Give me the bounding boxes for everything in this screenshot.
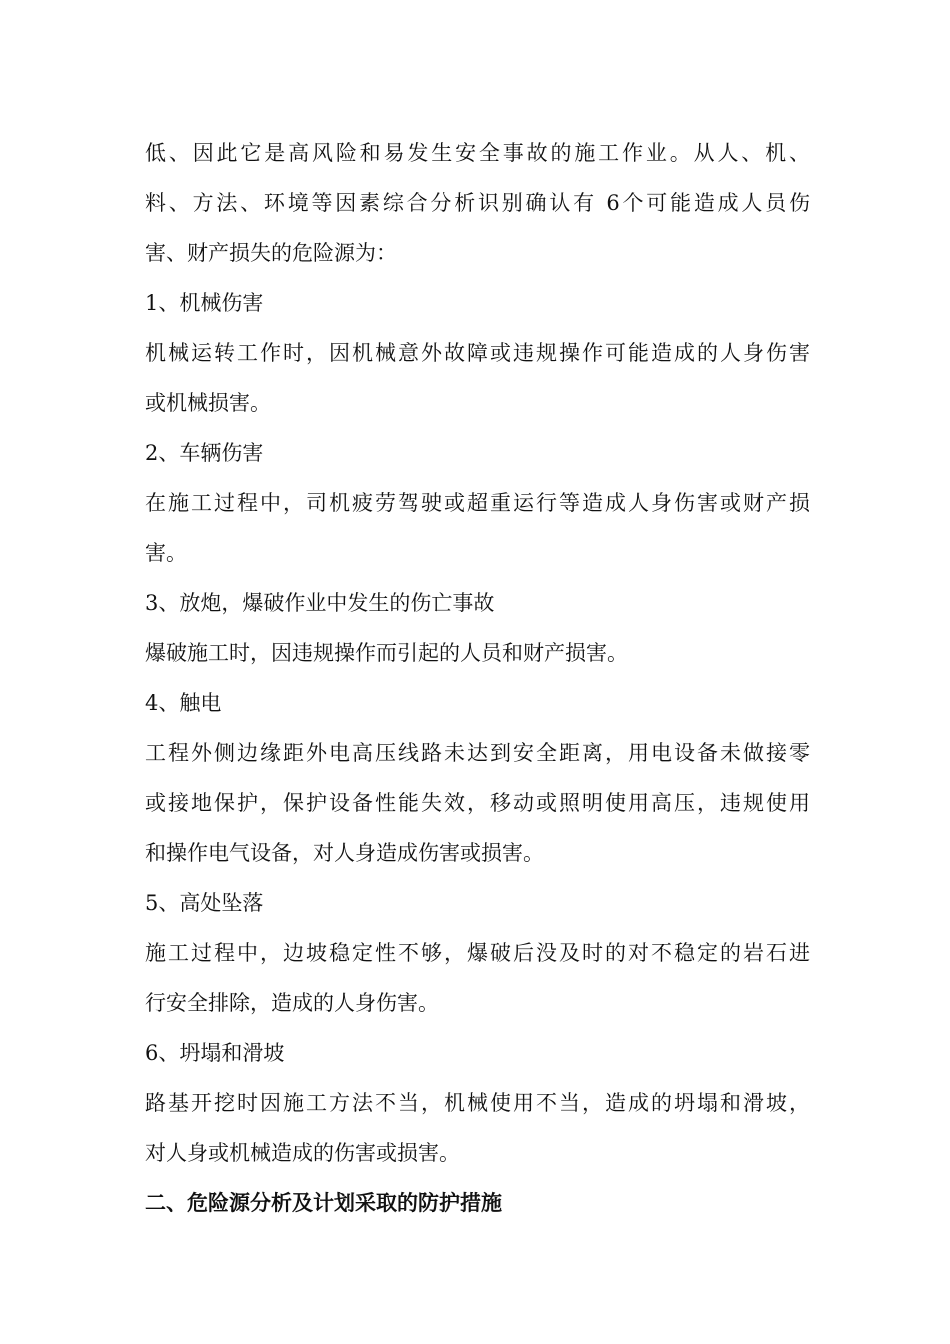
hazard-item-title: 3、放炮，爆破作业中发生的伤亡事故 bbox=[145, 591, 495, 615]
hazard-item-title: 5、高处坠落 bbox=[145, 891, 264, 915]
paragraph-line: 行安全排除，造成的人身伤害。 bbox=[145, 991, 439, 1015]
paragraph-line: 机械运转工作时，因机械意外故障或违规操作可能造成的人身伤害 bbox=[145, 341, 810, 365]
hazard-item-title: 4、触电 bbox=[145, 691, 222, 715]
paragraph-line: 和操作电气设备，对人身造成伤害或损害。 bbox=[145, 841, 544, 865]
paragraph-line: 路基开挖时因施工方法不当，机械使用不当，造成的坍塌和滑坡， bbox=[145, 1091, 810, 1115]
hazard-item-title: 6、坍塌和滑坡 bbox=[145, 1041, 285, 1065]
paragraph-line: 工程外侧边缘距外电高压线路未达到安全距离，用电设备未做接零 bbox=[145, 741, 810, 765]
paragraph-line: 料、方法、环境等因素综合分析识别确认有 6个可能造成人员伤 bbox=[145, 191, 810, 215]
paragraph-line: 害。 bbox=[145, 541, 187, 565]
paragraph-line: 施工过程中，边坡稳定性不够，爆破后没及时的对不稳定的岩石进 bbox=[145, 941, 810, 965]
section-heading: 二、危险源分析及计划采取的防护措施 bbox=[145, 1190, 502, 1215]
paragraph-line: 或接地保护，保护设备性能失效，移动或照明使用高压，违规使用 bbox=[145, 791, 810, 815]
paragraph-line: 或机械损害。 bbox=[145, 391, 271, 415]
paragraph-line: 对人身或机械造成的伤害或损害。 bbox=[145, 1141, 460, 1165]
paragraph-line: 在施工过程中，司机疲劳驾驶或超重运行等造成人身伤害或财产损 bbox=[145, 491, 810, 515]
hazard-item-title: 2、车辆伤害 bbox=[145, 441, 264, 465]
paragraph-line: 害、财产损失的危险源为： bbox=[145, 241, 397, 265]
paragraph-line: 爆破施工时，因违规操作而引起的人员和财产损害。 bbox=[145, 641, 628, 665]
paragraph-line: 低、因此它是高风险和易发生安全事故的施工作业。从人、机、 bbox=[145, 141, 810, 165]
document-body bbox=[145, 128, 810, 1228]
hazard-item-title: 1、机械伤害 bbox=[145, 291, 264, 315]
